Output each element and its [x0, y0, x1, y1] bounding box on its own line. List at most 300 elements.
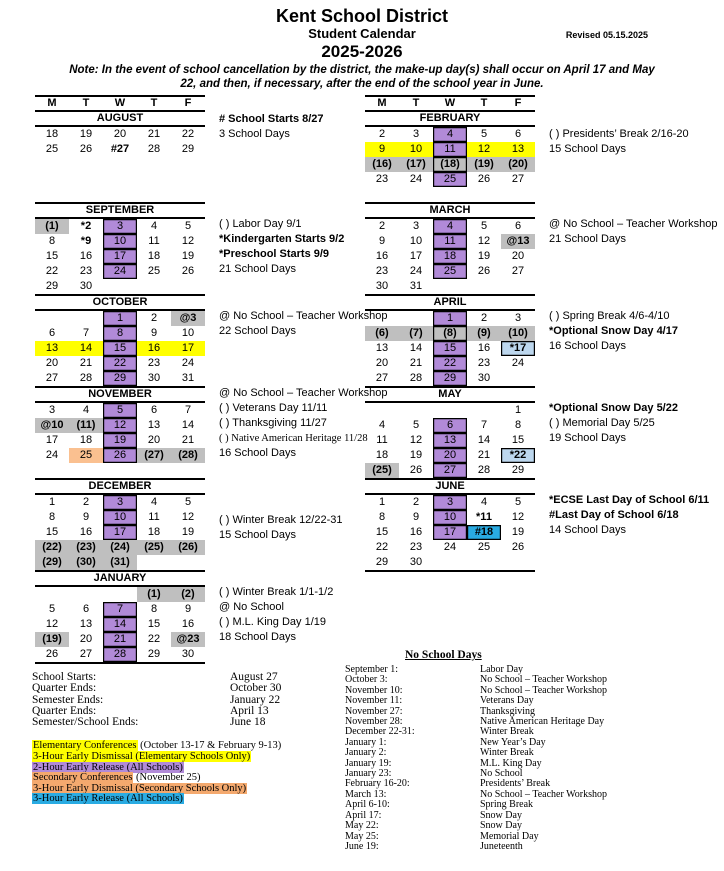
- day-cell: 27: [511, 265, 525, 277]
- day-cell: 22: [181, 128, 195, 140]
- day-cell: (29): [35, 555, 69, 570]
- no-school-date: June 19:: [345, 840, 379, 852]
- day-cell: 31: [409, 280, 423, 292]
- day-cell: 24: [409, 173, 423, 185]
- day-cell: 19: [477, 250, 491, 262]
- day-cell: [467, 403, 501, 418]
- no-school-date: November 28:: [345, 716, 403, 728]
- day-cell: 2: [82, 496, 90, 508]
- day-cell: 7: [480, 419, 488, 431]
- day-cell: 19: [511, 526, 525, 538]
- day-cell: 24: [409, 265, 423, 277]
- day-cell: 26: [103, 448, 137, 463]
- day-cell: 1: [433, 311, 467, 326]
- day-cell: 19: [79, 128, 93, 140]
- day-cell: 4: [378, 419, 386, 431]
- day-cell: 9: [150, 327, 158, 339]
- no-school-date: November 27:: [345, 705, 403, 717]
- note-line: @ No School – Teacher Workshop: [549, 218, 718, 230]
- day-cell: 30: [147, 372, 161, 384]
- day-cell: 14: [409, 342, 423, 354]
- day-cell: 5: [103, 403, 137, 418]
- day-cell: 22: [147, 633, 161, 645]
- month-block-november: [35, 386, 388, 478]
- no-school-date: November 11:: [345, 695, 403, 707]
- legend-highlight: 3-Hour Early Dismissal (Secondary Schools Only): [33, 782, 247, 794]
- no-school-description: Presidents’ Break: [480, 778, 551, 790]
- month-calendar: [365, 386, 535, 478]
- left-month-column: [35, 95, 388, 664]
- day-cell: @13: [501, 234, 535, 249]
- month-notes: [219, 478, 343, 570]
- legend-row: [32, 794, 337, 805]
- day-cell: 26: [45, 648, 59, 660]
- month-weeks: [35, 311, 205, 386]
- legend-highlight: Elementary Conferences: [33, 740, 137, 752]
- weekday-header: [365, 95, 535, 112]
- note-line: ( ) Winter Break 12/22-31: [219, 514, 343, 526]
- note-line: 16 School Days: [549, 340, 627, 352]
- day-cell: 21: [79, 357, 93, 369]
- no-school-date: January 19:: [345, 757, 392, 769]
- day-cell: 22: [103, 356, 137, 371]
- day-cell: 21: [477, 449, 491, 461]
- day-cell: 6: [48, 327, 56, 339]
- month-title: MARCH: [365, 202, 535, 219]
- day-cell: 25: [433, 172, 467, 187]
- no-school-row: [345, 800, 719, 810]
- day-cell: [171, 279, 205, 294]
- day-cell: 23: [409, 541, 423, 553]
- month-weeks: [35, 219, 205, 294]
- day-cell: 2: [378, 220, 386, 232]
- legend-rest: (October 13-17 & February 9-13): [137, 740, 282, 752]
- day-cell: [467, 279, 501, 294]
- day-cell: 3: [412, 220, 420, 232]
- day-cell: 10: [409, 235, 423, 247]
- no-school-description: Spring Break: [480, 799, 534, 811]
- day-cell: (24): [103, 540, 137, 555]
- day-cell: 28: [147, 143, 161, 155]
- day-cell: 1: [103, 311, 137, 326]
- day-cell: (8): [433, 326, 467, 341]
- day-cell: 5: [48, 603, 56, 615]
- day-cell: (25): [365, 463, 399, 478]
- day-cell: 15: [375, 526, 389, 538]
- no-school-description: No School – Teacher Workshop: [480, 674, 607, 686]
- month-block-march: [365, 202, 724, 294]
- day-cell: 28: [103, 647, 137, 662]
- key-date-row: [32, 683, 337, 694]
- day-cell: 17: [103, 525, 137, 540]
- day-cell: 30: [375, 280, 389, 292]
- note-line: ( ) M.L. King Day 1/19: [219, 616, 326, 628]
- day-cell: 2: [150, 312, 158, 324]
- day-cell: 7: [103, 602, 137, 617]
- month-calendar: [365, 202, 535, 294]
- day-cell: 4: [433, 127, 467, 142]
- day-cell: 9: [378, 235, 386, 247]
- day-cell: 25: [147, 265, 161, 277]
- term-dates-and-legend: [32, 672, 337, 805]
- day-cell: 15: [511, 434, 525, 446]
- month-block-january: [35, 570, 365, 664]
- day-cell: (16): [365, 157, 399, 172]
- key-date-value: June 18: [230, 716, 266, 729]
- day-cell: *9: [80, 235, 92, 247]
- day-cell: 30: [477, 372, 491, 384]
- weekday-label: T: [480, 97, 488, 109]
- color-legend: [32, 741, 337, 805]
- day-cell: [399, 311, 433, 326]
- day-cell: 13: [501, 142, 535, 157]
- day-cell: 22: [375, 541, 389, 553]
- day-cell: 16: [181, 618, 195, 630]
- day-cell: (31): [103, 555, 137, 570]
- no-school-description: Snow Day: [480, 809, 522, 821]
- note-line: ( ) Winter Break 1/1-1/2: [219, 586, 334, 598]
- day-cell: (28): [171, 448, 205, 463]
- day-cell: 28: [409, 372, 423, 384]
- day-cell: 5: [514, 496, 522, 508]
- month-calendar: [35, 294, 205, 386]
- no-school-date: March 13:: [345, 788, 387, 800]
- weekday-label: M: [47, 97, 57, 109]
- note-line: #Last Day of School 6/18: [549, 509, 679, 521]
- day-cell: 20: [433, 448, 467, 463]
- key-date-value: August 27: [230, 671, 278, 683]
- day-cell: 19: [103, 433, 137, 448]
- day-cell: 9: [412, 511, 420, 523]
- day-cell: 20: [511, 250, 525, 262]
- day-cell: 29: [45, 280, 59, 292]
- month-calendar: [35, 202, 205, 294]
- month-notes: [549, 386, 678, 478]
- key-date-label: Semester/School Ends:: [32, 716, 139, 729]
- weekday-label: W: [114, 97, 126, 109]
- day-cell: 20: [79, 633, 93, 645]
- day-cell: (9): [467, 326, 501, 341]
- day-cell: [467, 555, 501, 570]
- weekday-label: F: [184, 97, 192, 109]
- day-cell: 19: [181, 526, 195, 538]
- month-calendar: [35, 478, 205, 570]
- day-cell: 3: [514, 312, 522, 324]
- no-school-date: April 17:: [345, 809, 382, 821]
- day-cell: (23): [69, 540, 103, 555]
- day-cell: [35, 311, 69, 326]
- day-cell: 12: [181, 235, 195, 247]
- no-school-date: September 1:: [345, 664, 399, 675]
- day-cell: [69, 311, 103, 326]
- day-cell: (20): [501, 157, 535, 172]
- month-notes: [219, 112, 324, 202]
- day-cell: [35, 587, 69, 602]
- day-cell: 18: [375, 449, 389, 461]
- day-cell: 25: [45, 143, 59, 155]
- day-cell: 26: [477, 173, 491, 185]
- note-line: @ No School: [219, 601, 284, 613]
- weekday-label: W: [444, 97, 456, 109]
- legend-highlight: Secondary Conferences: [33, 772, 133, 784]
- day-cell: 25: [69, 448, 103, 463]
- day-cell: 5: [412, 419, 420, 431]
- day-cell: 8: [514, 419, 522, 431]
- note-line: 18 School Days: [219, 631, 297, 643]
- day-cell: 12: [467, 142, 501, 157]
- note-line: *Kindergarten Starts 9/2: [219, 233, 345, 245]
- day-cell: 17: [409, 250, 423, 262]
- month-weeks: [35, 403, 205, 478]
- day-cell: 14: [181, 419, 195, 431]
- legend-highlight: 3-Hour Early Release (All Schools): [33, 793, 183, 805]
- legend-rest: (November 25): [133, 772, 201, 784]
- day-cell: 4: [150, 220, 158, 232]
- month-weeks: [35, 587, 205, 664]
- day-cell: 18: [433, 249, 467, 264]
- day-cell: 8: [378, 511, 386, 523]
- day-cell: 13: [375, 342, 389, 354]
- day-cell: 2: [378, 128, 386, 140]
- day-cell: 7: [82, 327, 90, 339]
- month-title: OCTOBER: [35, 294, 205, 311]
- no-school-days-section: [345, 645, 719, 852]
- day-cell: 1: [378, 496, 386, 508]
- day-cell: 2: [412, 496, 420, 508]
- day-cell: 18: [45, 128, 59, 140]
- no-school-description: Thanksgiving: [480, 705, 535, 717]
- day-cell: [501, 555, 535, 570]
- right-month-column: [365, 95, 724, 664]
- day-cell: 22: [433, 356, 467, 371]
- day-cell: 11: [376, 434, 388, 446]
- day-cell: [137, 279, 171, 294]
- day-cell: 8: [150, 603, 158, 615]
- day-cell: [501, 279, 535, 294]
- day-cell: 14: [477, 434, 491, 446]
- day-cell: 3: [103, 219, 137, 234]
- day-cell: 29: [375, 556, 389, 568]
- day-cell: 5: [184, 220, 192, 232]
- day-cell: 10: [399, 142, 433, 157]
- day-cell: 12: [45, 618, 59, 630]
- no-school-description: No School – Teacher Workshop: [480, 684, 607, 696]
- day-cell: 15: [147, 618, 161, 630]
- no-school-date: May 25:: [345, 830, 379, 842]
- no-school-date: January 2:: [345, 747, 387, 759]
- day-cell: 13: [79, 618, 93, 630]
- day-cell: (7): [399, 326, 433, 341]
- key-date-label: Quarter Ends:: [32, 704, 97, 717]
- day-cell: 15: [45, 526, 59, 538]
- month-calendar: [35, 570, 205, 664]
- day-cell: (6): [365, 326, 399, 341]
- no-school-description: No School – Teacher Workshop: [480, 788, 607, 800]
- day-cell: (17): [399, 157, 433, 172]
- no-school-date: May 22:: [345, 820, 379, 832]
- day-cell: 27: [45, 372, 59, 384]
- key-date-value: October 30: [230, 682, 282, 695]
- day-cell: 10: [181, 327, 195, 339]
- day-cell: 29: [103, 371, 137, 386]
- month-notes: [219, 570, 333, 664]
- day-cell: 23: [79, 265, 93, 277]
- day-cell: (10): [501, 326, 535, 341]
- day-cell: 4: [82, 404, 90, 416]
- no-school-date: February 16-20:: [345, 778, 410, 790]
- day-cell: 29: [511, 464, 525, 476]
- no-school-date: April 6-10:: [345, 799, 390, 811]
- legend-highlight: 2-Hour Early Release (All Schools): [33, 761, 183, 773]
- day-cell: #18: [467, 525, 501, 540]
- no-school-days-heading: No School Days: [405, 649, 482, 661]
- day-cell: 21: [409, 357, 423, 369]
- month-calendar: [365, 478, 535, 572]
- day-cell: 19: [181, 250, 195, 262]
- day-cell: 27: [511, 173, 525, 185]
- day-cell: 27: [79, 648, 93, 660]
- day-cell: 30: [79, 280, 93, 292]
- note-line: @ No School – Teacher Workshop: [219, 310, 388, 322]
- day-cell: 10: [103, 510, 137, 525]
- day-cell: (19): [35, 632, 69, 647]
- no-school-row: [345, 832, 719, 842]
- day-cell: 16: [79, 250, 93, 262]
- month-calendar: [35, 386, 205, 478]
- note-line: ( ) Thanksgiving 11/27: [219, 417, 327, 429]
- month-title: FEBRUARY: [365, 112, 535, 127]
- month-calendar: [35, 112, 205, 202]
- key-date-value: January 22: [230, 693, 281, 706]
- weekday-label: T: [150, 97, 158, 109]
- day-cell: 1: [48, 496, 56, 508]
- day-cell: 16: [477, 342, 491, 354]
- day-cell: [103, 279, 137, 294]
- day-cell: 30: [181, 648, 195, 660]
- school-year: 2025-2026: [321, 42, 403, 61]
- day-cell: 24: [45, 449, 59, 461]
- day-cell: 16: [79, 526, 93, 538]
- day-cell: (18): [433, 157, 467, 172]
- month-notes: [219, 202, 344, 294]
- month-title: DECEMBER: [35, 478, 205, 495]
- month-calendar: [365, 294, 535, 386]
- day-cell: 20: [147, 434, 161, 446]
- calendar-subtitle: Student Calendar: [308, 26, 416, 41]
- key-date-label: School Starts:: [32, 671, 97, 683]
- day-cell: 11: [148, 511, 160, 523]
- day-cell: [433, 403, 467, 418]
- no-school-row: [345, 842, 719, 852]
- note-line: ( ) Memorial Day 5/25: [549, 417, 655, 429]
- month-weeks: [35, 495, 205, 570]
- weekday-label: T: [82, 97, 90, 109]
- note-line: *Optional Snow Day 5/22: [549, 402, 678, 414]
- no-school-description: Juneteenth: [480, 840, 523, 852]
- day-cell: [501, 371, 535, 386]
- day-cell: @23: [171, 632, 205, 647]
- day-cell: 26: [79, 143, 93, 155]
- weekday-label: F: [514, 97, 522, 109]
- day-cell: 4: [433, 219, 467, 234]
- day-cell: 19: [409, 449, 423, 461]
- note-line: 14 School Days: [549, 524, 627, 536]
- day-cell: 29: [147, 648, 161, 660]
- month-title: NOVEMBER: [35, 386, 205, 403]
- day-cell: 9: [184, 603, 192, 615]
- day-cell: 16: [409, 526, 423, 538]
- day-cell: 8: [103, 326, 137, 341]
- day-cell: 8: [48, 235, 56, 247]
- day-cell: 11: [433, 234, 467, 249]
- day-cell: 28: [477, 464, 491, 476]
- day-cell: 22: [45, 265, 59, 277]
- day-cell: 14: [103, 617, 137, 632]
- day-cell: [365, 403, 399, 418]
- day-cell: 24: [103, 264, 137, 279]
- month-notes: [549, 202, 718, 294]
- note-line: ( ) Spring Break 4/6-4/10: [549, 310, 670, 322]
- no-school-description: Snow Day: [480, 820, 522, 832]
- day-cell: *2: [80, 220, 92, 232]
- day-cell: 21: [181, 434, 195, 446]
- day-cell: 24: [181, 357, 195, 369]
- no-school-date: October 3:: [345, 674, 388, 686]
- day-cell: 25: [477, 541, 491, 553]
- day-cell: 6: [514, 220, 522, 232]
- day-cell: *11: [476, 511, 492, 523]
- day-cell: [171, 555, 205, 570]
- no-school-date: January 23:: [345, 768, 392, 780]
- day-cell: 18: [147, 250, 161, 262]
- day-cell: 15: [433, 341, 467, 356]
- day-cell: *17: [501, 341, 535, 356]
- day-cell: 3: [412, 128, 420, 140]
- day-cell: 12: [181, 511, 195, 523]
- day-cell: 3: [48, 404, 56, 416]
- day-cell: 28: [79, 372, 93, 384]
- key-date-label: Semester Ends:: [32, 693, 104, 706]
- cancellation-note: Note: In the event of school cancellation by the district, the make-up day(s) shall occur on April 17 and May 22, and then, if necessary, after the end of the school year in June.: [69, 64, 655, 90]
- note-line: ( ) Veterans Day 11/11: [219, 402, 328, 414]
- day-cell: (1): [35, 219, 69, 234]
- month-weeks: [35, 127, 205, 202]
- day-cell: 27: [433, 463, 467, 478]
- day-cell: 12: [409, 434, 423, 446]
- key-date-value: April 13: [230, 704, 269, 717]
- month-notes: [219, 386, 388, 478]
- month-notes: [549, 112, 689, 202]
- month-block-june: [365, 478, 724, 572]
- no-school-description: M.L. King Day: [480, 757, 542, 769]
- day-cell: [399, 403, 433, 418]
- weekday-label: M: [377, 97, 387, 109]
- day-cell: 27: [375, 372, 389, 384]
- day-cell: 5: [480, 220, 488, 232]
- day-cell: 6: [82, 603, 90, 615]
- no-school-row: [345, 811, 719, 821]
- day-cell: 23: [147, 357, 161, 369]
- day-cell: 15: [45, 250, 59, 262]
- day-cell: 26: [477, 265, 491, 277]
- month-title: JUNE: [365, 478, 535, 495]
- day-cell: 13: [433, 433, 467, 448]
- day-cell: 26: [511, 541, 525, 553]
- note-line: 16 School Days: [219, 447, 297, 459]
- day-cell: (1): [137, 587, 171, 602]
- note-line: 19 School Days: [549, 432, 627, 444]
- month-block-december: [35, 478, 365, 570]
